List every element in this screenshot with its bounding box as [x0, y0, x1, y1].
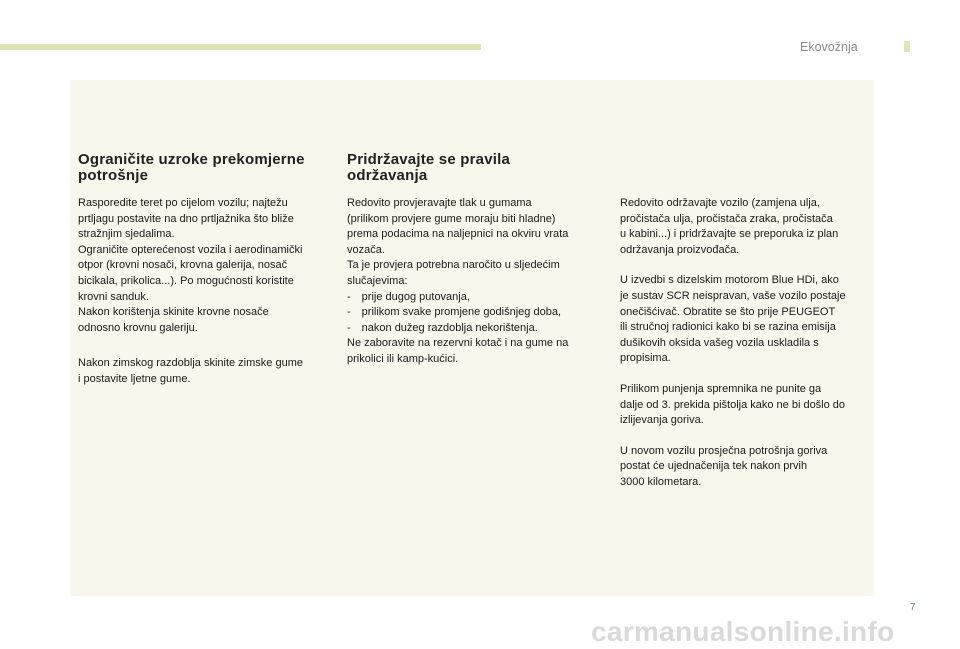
- page-number: 7: [910, 602, 916, 613]
- middle-heading: Pridržavajte se pravila održavanja: [347, 151, 511, 184]
- section-marker: [904, 41, 910, 52]
- right-paragraph-scr: U izvedbi s dizelskim motorom Blue HDi, ako je sustav SCR neispravan, vaše vozilo postaje onečišćivač. Obratite se što prije PEUGEOT ili stručnoj radionici kako bi se razina emisija dušikovih oksida vašeg vozila uskladila s propisima.: [620, 274, 846, 365]
- right-paragraph-refuel: Prilikom punjenja spremnika ne punite ga dalje od 3. prekida pištolja kako ne bi došlo do izlijevanja goriva.: [620, 382, 846, 427]
- right-paragraph-new-vehicle: U novom vozilu prosječna potrošnja goriva postat će ujednačenija tek nakon prvih 3000 kilometara.: [620, 444, 828, 488]
- watermark: carmanualsonline.info: [591, 616, 895, 647]
- column-right: [620, 196, 868, 491]
- left-heading: Ograničite uzroke prekomjerne potrošnje: [78, 151, 305, 184]
- left-paragraph-load: Rasporedite teret po cijelom vozilu; najtežu prtljagu postavite na dno prtljažnika što bliže stražnjim sjedalima. Ograničite opterećenost vozila i aerodinamički otpor (krovni nosači, krovna galerija, nosač bicikala, prikolica...). Po mogućnosti koristite krovni sanduk. Nakon korištenja skinite krovne nosače odnosno krovnu galeriju.: [78, 197, 303, 334]
- section-title: Ekovožnja: [800, 40, 858, 54]
- left-paragraph-tyres: Nakon zimskog razdoblja skinite zimske gume i postavite ljetne gume.: [78, 357, 303, 385]
- middle-paragraph-pressure: Redovito provjeravajte tlak u gumama (prilikom provjere gume moraju biti hladne) prema podacima na naljepnici na okviru vrata vozača. Ta je provjera potrebna naročito u sljedećim slučajevima: - prije dugog putovanja, - prilikom svake promjene godišnjeg doba, - nakon dužeg razdoblja nekorištenja. Ne zaboravite na rezervni kotač i na gume na prikolici ili kamp-kućici.: [347, 197, 569, 365]
- header-accent-bar: [0, 44, 481, 50]
- right-paragraph-maintenance: Redovito održavajte vozilo (zamjena ulja, pročistača ulja, pročistača zraka, pročistača u kabini...) i pridržavajte se preporuka iz plan održavanja proizvođača.: [620, 197, 839, 256]
- column-middle: [347, 152, 597, 368]
- column-left: [78, 152, 328, 388]
